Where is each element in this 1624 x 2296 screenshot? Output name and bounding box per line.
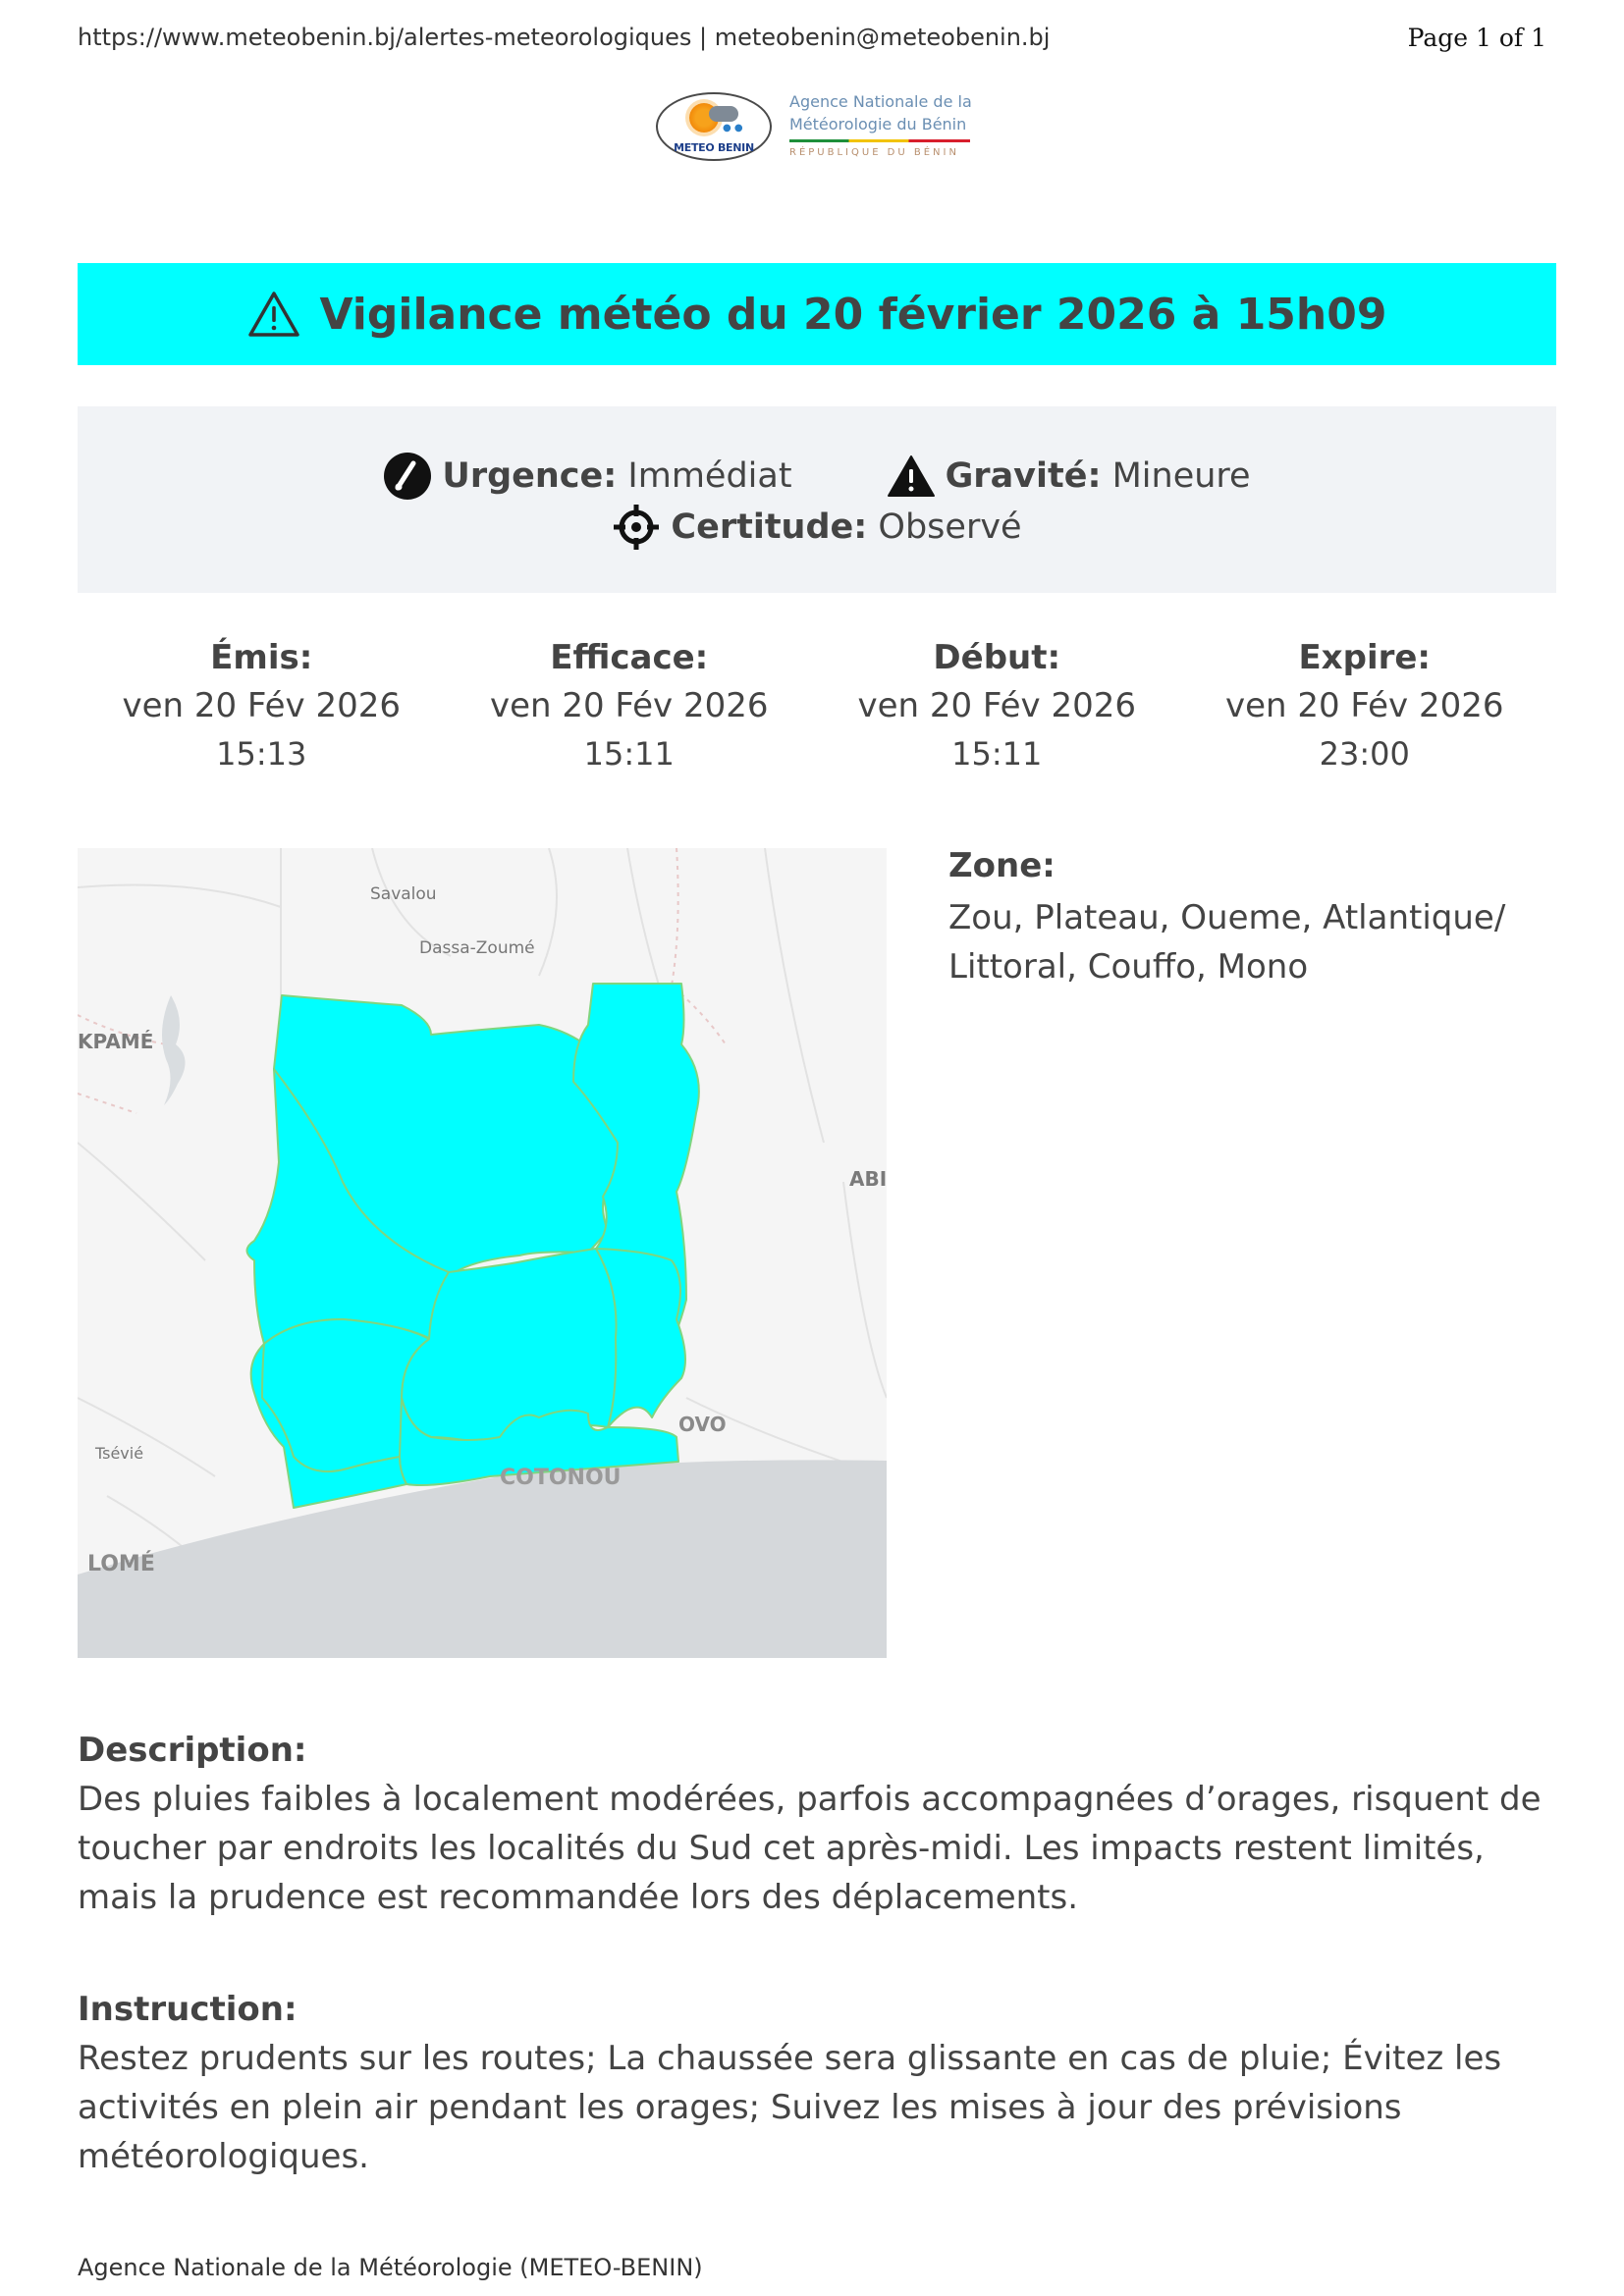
logo-line-2: Météorologie du Bénin xyxy=(789,115,967,133)
urgence-item xyxy=(383,452,791,501)
instruction-text: Restez prudents sur les routes; La chaussée sera glissante en cas de pluie; Évitez les activités en plein air pendant les orages; Suivez les mises à jour des prévisions météorologiques. xyxy=(78,2039,1502,2176)
date-label: Début: xyxy=(933,638,1061,677)
map-label-ovo: OVO xyxy=(678,1413,727,1436)
date-label: Efficace: xyxy=(550,638,709,677)
map-label-kpame: KPAMÉ xyxy=(78,1030,154,1053)
date-time: 15:13 xyxy=(216,735,307,773)
certitude-label: Certitude: xyxy=(671,507,868,547)
instruction-block xyxy=(78,1985,1560,2181)
warning-triangle-outline-icon xyxy=(247,290,300,339)
date-label: Émis: xyxy=(210,638,313,677)
date-expire xyxy=(1181,634,1549,777)
alert-map xyxy=(78,848,887,1658)
date-day: ven 20 Fév 2026 xyxy=(489,686,769,725)
severity-panel xyxy=(78,406,1556,593)
dates-row xyxy=(78,634,1548,777)
map-canvas xyxy=(78,848,887,1658)
warning-triangle-filled-icon xyxy=(887,452,936,501)
description-block xyxy=(78,1726,1560,1922)
description-text: Des pluies faibles à localement modérées, parfois accompagnées d’orages, risquent de toucher par endroits les localités du Sud cet après-midi. Les impacts restent limités, mais la prudence est recommandée lors des déplacements. xyxy=(78,1780,1542,1917)
date-emis xyxy=(78,634,446,777)
zone-block xyxy=(948,846,1547,991)
date-time: 15:11 xyxy=(951,735,1043,773)
logo-mark xyxy=(656,92,772,161)
zone-label: Zone: xyxy=(948,846,1056,885)
date-label: Expire: xyxy=(1298,638,1432,677)
logo-line-3: RÉPUBLIQUE DU BÉNIN xyxy=(789,147,959,158)
date-time: 23:00 xyxy=(1319,735,1410,773)
certitude-item xyxy=(612,503,1021,552)
map-label-abi: ABI xyxy=(849,1167,887,1191)
zone-value: Zou, Plateau, Oueme, Atlantique/ Littoral, Couffo, Mono xyxy=(948,898,1506,987)
date-efficace xyxy=(446,634,814,777)
footer-text: Agence Nationale de la Météorologie (METEO-BENIN) xyxy=(78,2254,703,2281)
date-day: ven 20 Fév 2026 xyxy=(1224,686,1504,725)
date-debut xyxy=(813,634,1181,777)
map-label-dassa-zoume: Dassa-Zoumé xyxy=(419,938,535,958)
alert-banner xyxy=(78,263,1556,365)
date-day: ven 20 Fév 2026 xyxy=(857,686,1137,725)
alert-title: Vigilance météo du 20 février 2026 à 15h09 xyxy=(319,289,1387,340)
certitude-value: Observé xyxy=(878,507,1022,547)
page-indicator: Page 1 of 1 xyxy=(1407,24,1546,52)
map-label-savalou: Savalou xyxy=(370,884,437,904)
logo-mark-text: METEO BENIN xyxy=(674,141,754,154)
date-day: ven 20 Fév 2026 xyxy=(122,686,402,725)
map-label-tsevie: Tsévié xyxy=(95,1444,144,1463)
agency-logo xyxy=(656,88,980,167)
urgence-value: Immédiat xyxy=(627,456,792,496)
instruction-label: Instruction: xyxy=(78,1990,298,2029)
gravite-value: Mineure xyxy=(1111,456,1251,496)
date-time: 15:11 xyxy=(583,735,675,773)
logo-line-1: Agence Nationale de la xyxy=(789,92,972,111)
description-label: Description: xyxy=(78,1731,307,1770)
gravite-item xyxy=(887,452,1251,501)
urgence-label: Urgence: xyxy=(442,456,618,496)
header-url: https://www.meteobenin.bj/alertes-meteorologiques | meteobenin@meteobenin.bj xyxy=(78,24,1051,51)
gravite-label: Gravité: xyxy=(945,456,1102,496)
rain-drops-icon: ● ● xyxy=(723,123,743,133)
cloud-icon xyxy=(709,106,738,122)
logo-flag-stripe xyxy=(789,139,970,142)
map-label-cotonou: COTONOU xyxy=(500,1466,622,1490)
map-label-lome: LOMÉ xyxy=(87,1552,155,1576)
crosshair-icon xyxy=(612,503,661,552)
gauge-icon xyxy=(383,452,432,501)
